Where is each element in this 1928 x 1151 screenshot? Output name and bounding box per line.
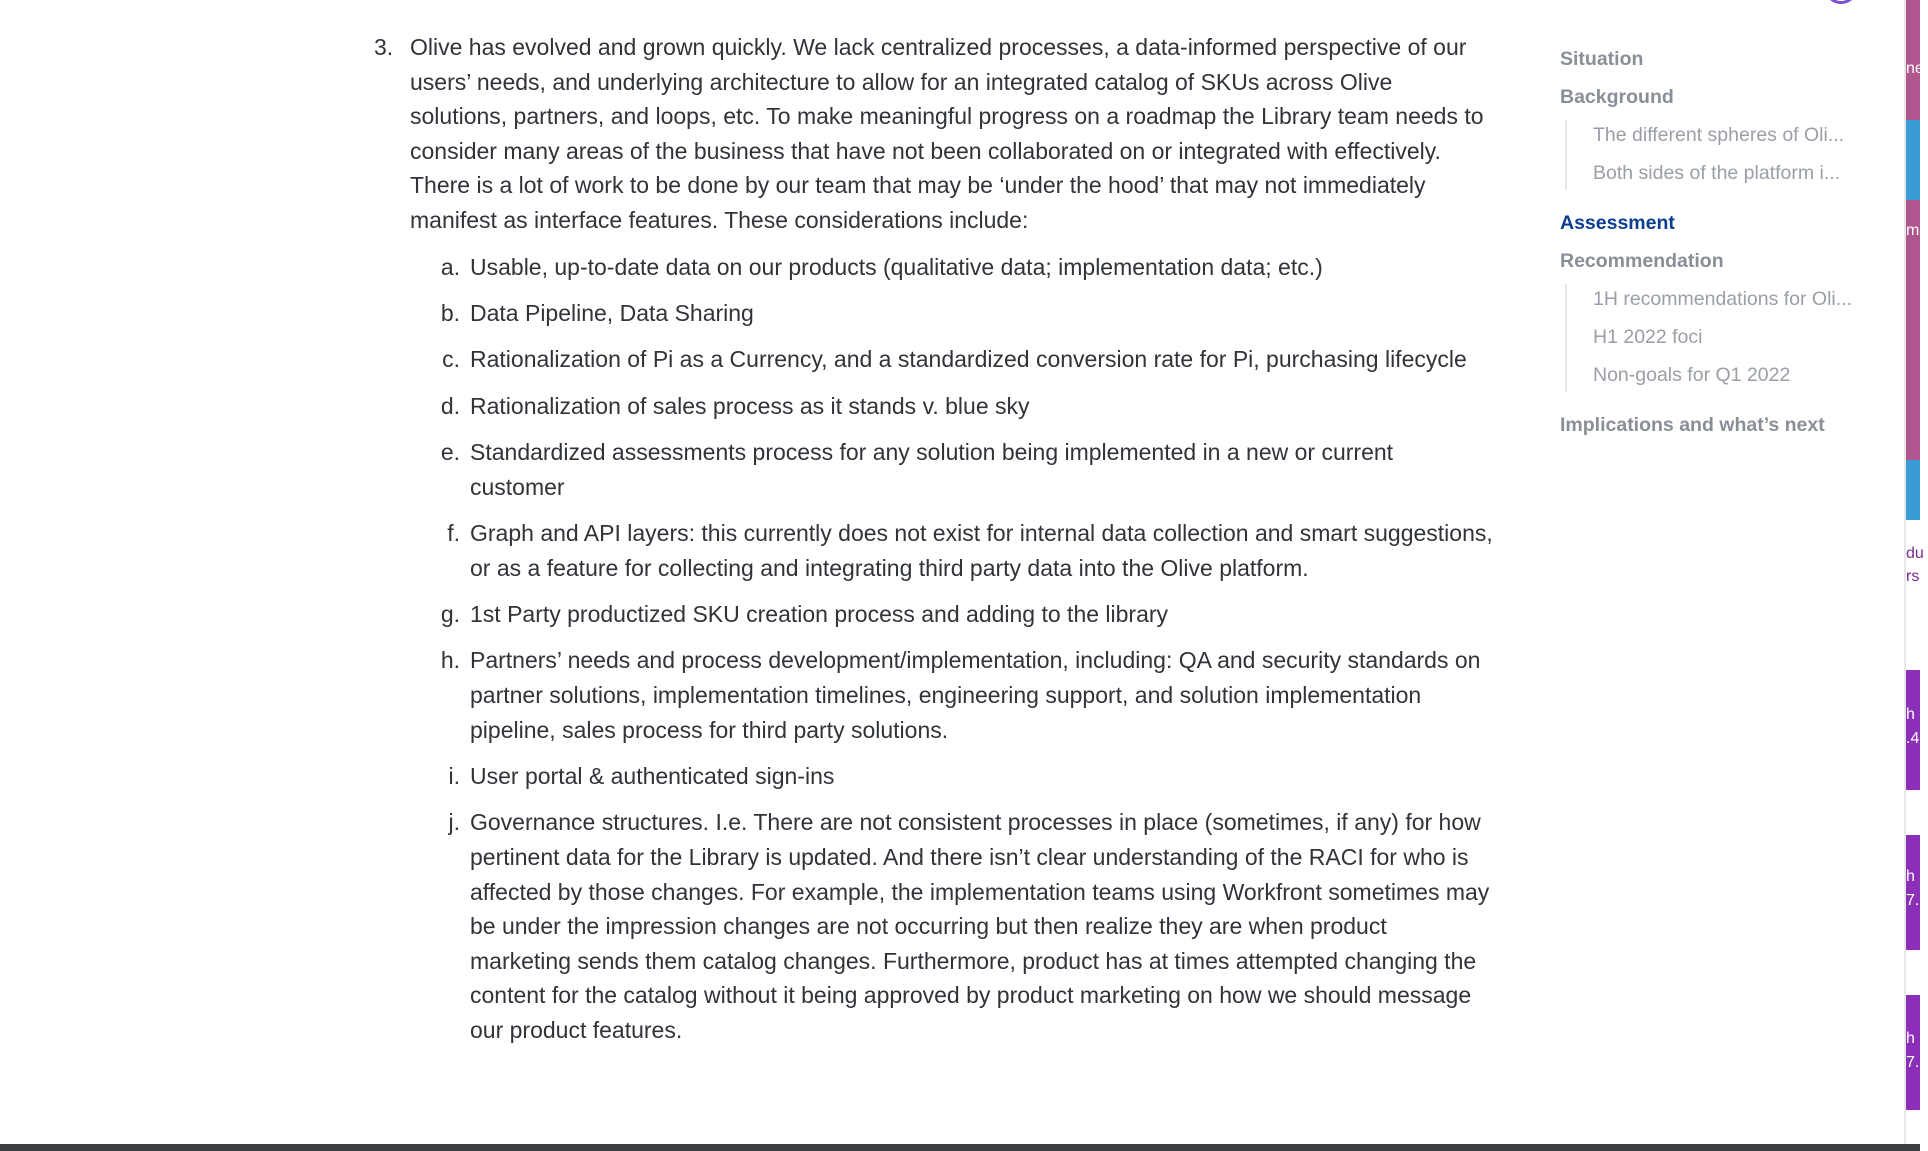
toc-item-implications[interactable]: Implications and what’s next [1560, 414, 1825, 436]
document-body [374, 30, 1494, 1059]
sublist-item-h [440, 643, 1494, 747]
sublist-text: Rationalization of Pi as a Currency, and a standardized conversion rate for Pi, purchasing lifecycle [470, 346, 1467, 373]
sublist-item-e [440, 435, 1494, 504]
edge-fragment: h [1906, 868, 1915, 885]
sublist-text: Graph and API layers: this currently does not exist for internal data collection and smart suggestions, or as a feature for collecting and integrating third party data into the Olive platform. [470, 520, 1493, 581]
avatar[interactable] [1826, 0, 1856, 4]
sublist-item-d [440, 389, 1494, 424]
sublist-letter: h. [440, 647, 460, 674]
toc-subitem-both-sides[interactable]: Both sides of the platform i... [1593, 162, 1841, 184]
sublist-text: Governance structures. I.e. There are not consistent processes in place (sometimes, if any) for how pertinent data for the Library is updated. And there isn’t clear understanding of the RACI for who is affected by those changes. For example, the implementation teams using Workfront sometimes may be under the impression changes are not occurring but then realize they are when product marketing sends them catalog changes. Furthermore, product has at times attempted changing the content for the catalog without it being approved by product marketing on how we should message our product features. [470, 809, 1490, 1044]
sublist [440, 250, 1494, 1048]
sublist-item-g [440, 597, 1494, 632]
sublist-text: Standardized assessments process for any solution being implemented in a new or current customer [470, 439, 1394, 500]
edge-fragment: rs [1906, 568, 1920, 585]
bottom-bar [0, 1144, 1920, 1151]
sublist-letter: e. [440, 439, 460, 466]
sublist-text: Data Pipeline, Data Sharing [470, 299, 754, 326]
sublist-text: Rationalization of sales process as it stands v. blue sky [470, 392, 1030, 419]
sublist-item-i [446, 759, 1494, 794]
sublist-letter: a. [440, 253, 460, 280]
sublist-text: User portal & authenticated sign-ins [470, 763, 835, 790]
toc-item-situation[interactable]: Situation [1560, 48, 1644, 70]
sublist-item-f [446, 516, 1494, 585]
edge-fragment: 7.5 [1906, 1054, 1928, 1071]
toc-item-assessment[interactable]: Assessment [1560, 212, 1675, 234]
sublist-letter: c. [442, 346, 460, 373]
sublist-text: 1st Party productized SKU creation process and adding to the library [470, 601, 1169, 628]
edge-fragment: du [1906, 545, 1924, 562]
sublist-letter: f. [447, 520, 460, 547]
edge-fragment: 7.1 [1906, 892, 1928, 909]
sublist-text: Partners’ needs and process development/implementation, including: QA and security standards on partner solutions, implementation timelines, engineering support, and solution implementation pipeline, sales process for third party solutions. [470, 647, 1481, 743]
toc-item-background[interactable]: Background [1560, 86, 1674, 108]
list-item-3 [374, 30, 1494, 1059]
toc-subitem-spheres[interactable]: The different spheres of Oli... [1593, 124, 1845, 146]
sublist-letter: g. [440, 601, 460, 628]
toc-recommendation-children [1565, 284, 1870, 392]
edge-fragment: h [1906, 706, 1915, 723]
toc-item-recommendation[interactable]: Recommendation [1560, 250, 1724, 272]
sublist-item-c [442, 342, 1494, 377]
edge-fragment: ne [1906, 60, 1924, 77]
edge-fragment: h [1906, 1030, 1915, 1047]
toc-subitem-h1-2022-foci[interactable]: H1 2022 foci [1593, 326, 1703, 348]
table-of-contents [1560, 46, 1870, 450]
sublist-letter: b. [440, 299, 460, 326]
sublist-letter: j. [448, 809, 460, 836]
toc-subitem-non-goals[interactable]: Non-goals for Q1 2022 [1593, 364, 1791, 386]
edge-fragment: .4 [1906, 730, 1920, 747]
edge-fragment: m [1906, 222, 1920, 239]
background-window-edge [1906, 0, 1928, 1151]
sublist-item-j [446, 805, 1494, 1047]
toc-background-children [1565, 120, 1870, 190]
sublist-item-b [440, 296, 1494, 331]
toc-subitem-1h-recommendations[interactable]: 1H recommendations for Oli... [1593, 288, 1853, 310]
list-number: 3. [374, 34, 394, 60]
sublist-letter: i. [448, 763, 460, 790]
list-item-intro: Olive has evolved and grown quickly. We lack centralized processes, a data-informed perspective of our users’ needs, and underlying architecture to allow for an integrated catalog of SKUs across Olive solutions, partners, and loops, etc. To make meaningful progress on a roadmap the Library team needs to consider many areas of the business that have not been collaborated on or integrated with effectively. There is a lot of work to be done by our team that may be ‘under the hood’ that may not immediately manifest as interface features. These considerations include: [410, 34, 1484, 233]
sublist-text: Usable, up-to-date data on our products (qualitative data; implementation data; etc.) [470, 253, 1323, 280]
sublist-letter: d. [440, 392, 460, 419]
sublist-item-a [440, 250, 1494, 285]
